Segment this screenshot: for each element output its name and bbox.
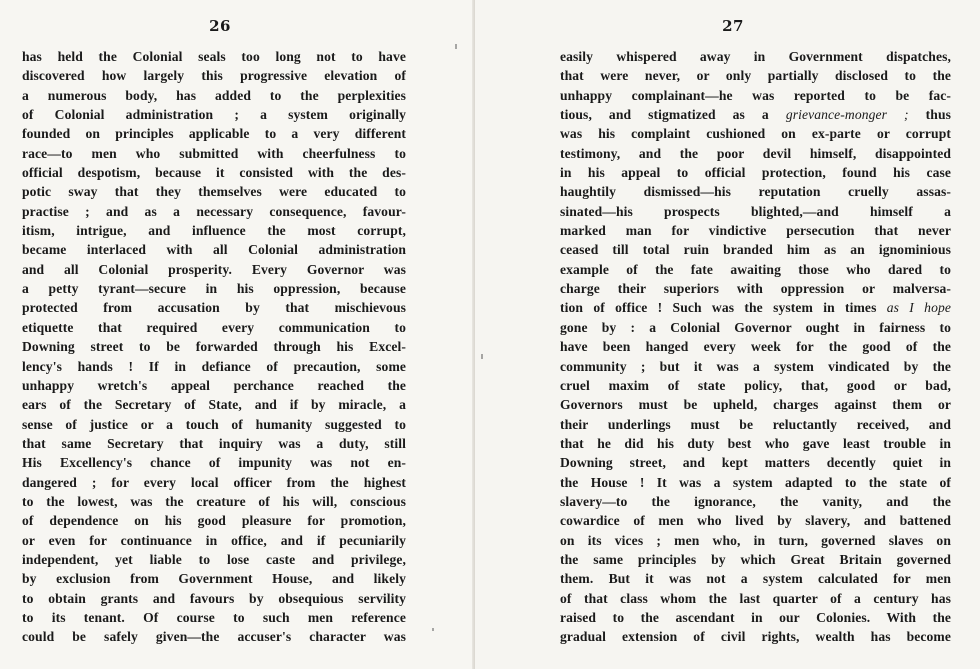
text-line: Downing street, and kept matters decently quiet in (560, 455, 951, 471)
text-line: Downing street to be forwarded through his Excel- (22, 339, 406, 355)
text-line: of Colonial administration ; a system originally (22, 107, 406, 123)
text-line: or even for continuance in office, and if pecuniarily (22, 532, 406, 548)
text-line: ceased till total ruin branded him as an ignominious (560, 242, 951, 258)
text-line: charge their superiors with oppression or malversa- (560, 281, 951, 297)
text-line: to the lowest, was the creature of his will, conscious (22, 493, 406, 509)
text-line: haughtily dismissed—his reputation cruelly assas- (560, 184, 951, 200)
text-line: by exclusion from Government House, and likely (22, 571, 406, 587)
text-line: dangered ; for every local officer from the highest (22, 474, 406, 490)
text-line: discovered how largely this progressive elevation of (22, 68, 406, 84)
text-line: testimony, and the poor devil himself, disappointed (560, 145, 951, 161)
italic-text-segment: grievance-monger ; (785, 107, 909, 123)
text-line: unhappy wretch's appeal perchance reached the (22, 377, 406, 393)
text-line: sense of justice or a touch of humanity suggested to (22, 416, 406, 432)
text-line: to its tenant. Of course to such men reference (22, 609, 406, 625)
text-line: founded on principles applicable to a very different (22, 126, 406, 142)
text-line: easily whispered away in Government dispatches, (560, 49, 951, 64)
text-line: race—to men who submitted with cheerfulness to (22, 145, 406, 161)
text-line: on its vices ; men who, in turn, governed slaves on (560, 532, 951, 548)
text-line: was his complaint cushioned on ex-parte or corrupt (560, 126, 951, 142)
text-line: protected from accusation by that mischievous (22, 300, 406, 316)
text-line: cowardice of men who lived by slavery, and battened (560, 513, 951, 529)
page-number-left: 26 (209, 17, 231, 35)
text-line: practise ; and as a necessary consequence, favour- (22, 203, 406, 219)
text-line: independent, yet liable to lose caste and privilege, (22, 551, 406, 567)
left-page-text (22, 47, 406, 647)
text-line: them. But it was not a system calculated for men (560, 571, 951, 587)
text-line: to obtain grants and favours by obsequious servility (22, 590, 406, 606)
text-line: their underlings must be reluctantly received, and (560, 416, 951, 432)
paper-speck (455, 44, 457, 49)
text-line: and all Colonial prosperity. Every Governor was (22, 261, 406, 277)
text-line (560, 105, 951, 124)
text-line: Governors must be upheld, charges against them or (560, 397, 951, 413)
text-segment: tious, and stigmatized as a (560, 107, 786, 123)
text-line: the same principles by which Great Britain governed (560, 551, 951, 567)
text-line: itism, intrigue, and influence the most corrupt, (22, 223, 406, 239)
left-page (0, 0, 475, 669)
text-line: of dependence on his good pleasure for promotion, (22, 513, 406, 529)
text-line: His Excellency's chance of impunity was not en- (22, 455, 406, 471)
text-line: in his appeal to official protection, found his case (560, 165, 951, 181)
text-line: official despotism, because it consisted with the des- (22, 165, 406, 181)
right-page-text (560, 47, 951, 647)
text-line: sinated—his prospects blighted,—and himself a (560, 203, 951, 219)
text-line: lency's hands ! If in defiance of precaution, some (22, 358, 406, 374)
text-segment: tion of office ! Such was the system in times (560, 300, 887, 316)
text-line: gradual extension of civil rights, wealth has become (560, 629, 951, 645)
text-line: marked man for vindictive persecution that never (560, 223, 951, 239)
text-line: that were never, or only partially disclosed to the (560, 68, 951, 84)
text-line: a petty tyrant—secure in his oppression, because (22, 281, 406, 297)
text-line: that same Secretary that inquiry was a duty, still (22, 435, 406, 451)
text-line: unhappy complainant—he was reported to be fac- (560, 87, 951, 103)
text-line (560, 298, 951, 317)
text-line: raised to the ascendant in our Colonies. With the (560, 609, 951, 625)
text-line: could be safely given—the accuser's character was (22, 629, 406, 645)
text-line: etiquette that required every communication to (22, 319, 406, 335)
text-line: of that class whom the last quarter of a century has (560, 590, 951, 606)
right-page (475, 0, 980, 669)
text-line: gone by : a Colonial Governor ought in fairness to (560, 319, 951, 335)
text-line: the House ! It was a system adapted to the state of (560, 474, 951, 490)
text-line: cruel maxim of state policy, that, good or bad, (560, 377, 951, 393)
text-segment: thus (908, 107, 951, 123)
text-line: example of the fate awaiting those who dared to (560, 261, 951, 277)
page-number-right: 27 (722, 17, 744, 35)
text-line: a numerous body, has added to the perplexities (22, 87, 406, 103)
italic-text-segment: as I hope (886, 300, 951, 316)
text-line: have been hanged every week for the good of the (560, 339, 951, 355)
text-line: community ; but it was a system vindicated by the (560, 358, 951, 374)
paper-speck (432, 628, 434, 631)
paper-speck (481, 354, 483, 359)
text-line: has held the Colonial seals too long not to have (22, 49, 406, 64)
text-line: slavery—to the ignorance, the vanity, and the (560, 493, 951, 509)
text-line: that he did his duty best who gave least trouble in (560, 435, 951, 451)
text-line: became interlaced with all Colonial administration (22, 242, 406, 258)
text-line: potic sway that they themselves were educated to (22, 184, 406, 200)
text-line: ears of the Secretary of State, and if by miracle, a (22, 397, 406, 413)
